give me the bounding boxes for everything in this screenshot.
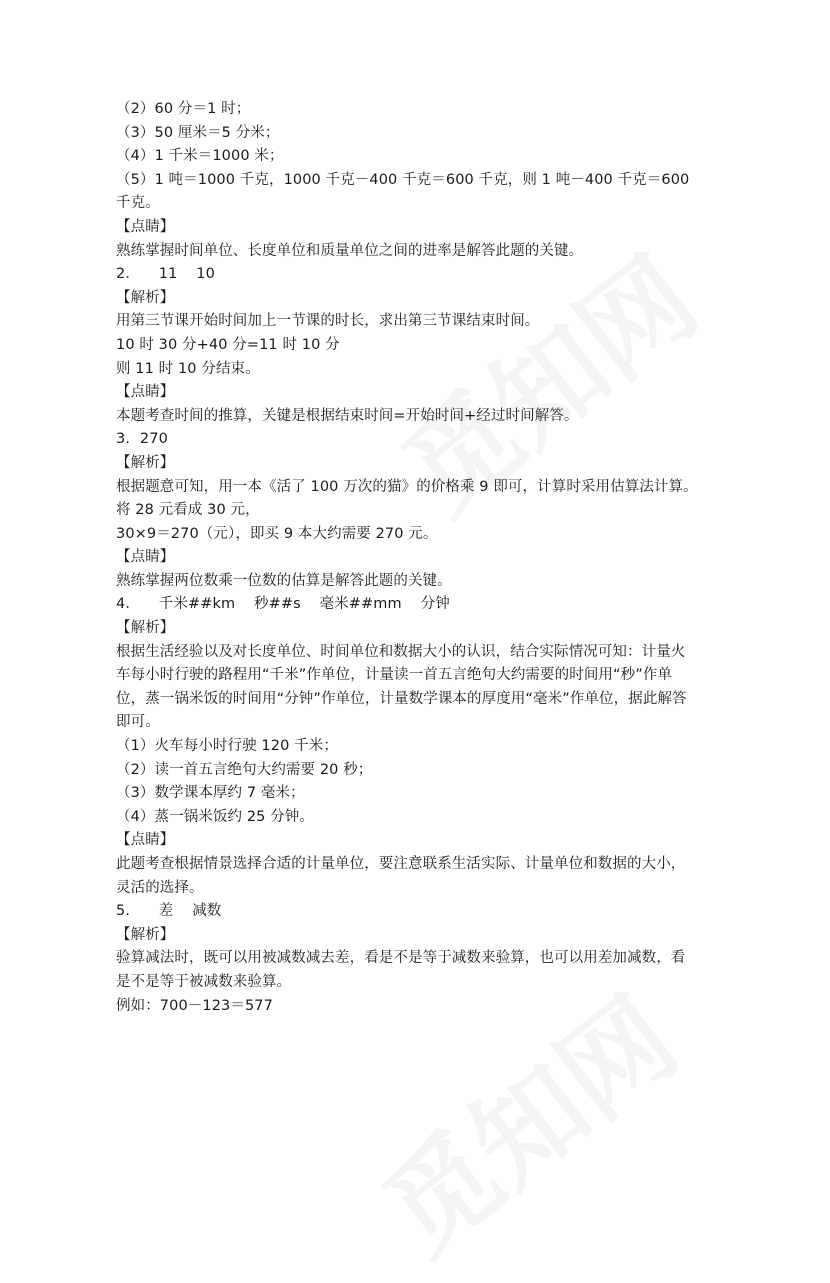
text-line: （3）数学课本厚约 7 毫米；: [116, 785, 305, 802]
text-line: 根据生活经验以及对长度单位、时间单位和数据大小的认识，结合实际情况可知：计量火: [116, 643, 686, 660]
text-line: 用第三节课开始时间加上一节课的时长，求出第三节课结束时间。: [116, 313, 540, 330]
text-line: 30×9＝270（元），即买 9 本大约需要 270 元。: [116, 525, 438, 542]
answer-line: 4． 千米##km 秒##s 毫米##mm 分钟: [116, 596, 450, 613]
text-line: 位，蒸一锅米饭的时间用“分钟”作单位，计量数学课本的厚度用“毫米”作单位，据此解答: [116, 690, 687, 707]
section-heading: 【点睛】: [116, 384, 175, 401]
text-line: 根据题意可知，用一本《活了 100 万次的猫》的价格乘 9 即可，计算时采用估算法计算。: [116, 478, 698, 495]
section-heading: 【点睛】: [116, 549, 175, 566]
text-line: 熟练掌握两位数乘一位数的估算是解答此题的关键。: [116, 572, 452, 589]
text-line: 是不是等于被减数来验算。: [116, 973, 292, 990]
text-line: 10 时 30 分+40 分=11 时 10 分: [116, 336, 340, 353]
text-line: （2）读一首五言绝句大约需要 20 秒；: [116, 761, 373, 778]
text-line: 熟练掌握时间单位、长度单位和质量单位之间的进率是解答此题的关键。: [116, 242, 584, 259]
answer-line: 5． 差 减数: [116, 903, 222, 920]
answer-line: 2． 11 10: [116, 266, 215, 283]
text-line: （5）1 吨＝1000 千克，1000 千克－400 千克＝600 千克，则 1 吨－400 千克＝600 千克。: [116, 171, 695, 212]
section-heading: 【解析】: [116, 620, 175, 637]
text-line: 车每小时行驶的路程用“千米”作单位，计量读一首五言绝句大约需要的时间用“秒”作单: [116, 667, 673, 684]
text-line: 则 11 时 10 分结束。: [116, 360, 260, 377]
answer-line: 3．270: [116, 431, 168, 448]
text-line: （2）60 分＝1 时；: [116, 101, 251, 117]
section-heading: 【点睛】: [116, 218, 175, 235]
text-line: 例如：700－123＝577: [116, 997, 273, 1014]
section-heading: 【解析】: [116, 454, 175, 471]
section-heading: 【解析】: [116, 926, 175, 943]
text-line: （4）1 千米＝1000 米；: [116, 148, 284, 165]
text-line: 将 28 元看成 30 元，: [116, 502, 260, 519]
text-line: （1）火车每小时行驶 120 千米；: [116, 738, 338, 755]
text-line: （3）50 厘米＝5 分米；: [116, 124, 280, 141]
section-heading: 【解析】: [116, 289, 175, 306]
text-line: 验算减法时，既可以用被减数减去差，看是不是等于减数来验算，也可以用差加减数，看: [116, 950, 686, 967]
text-line: 本题考查时间的推算，关键是根据结束时间=开始时间+经过时间解答。: [116, 407, 579, 424]
text-line: 灵活的选择。: [116, 879, 204, 896]
text-line: 此题考查根据情景选择合适的计量单位，要注意联系生活实际、计量单位和数据的大小，: [116, 856, 686, 872]
text-line: 即可。: [116, 714, 160, 731]
text-line: （4）蒸一锅米饭约 25 分钟。: [116, 808, 314, 825]
document-body: [116, 98, 706, 1018]
section-heading: 【点睛】: [116, 832, 175, 849]
